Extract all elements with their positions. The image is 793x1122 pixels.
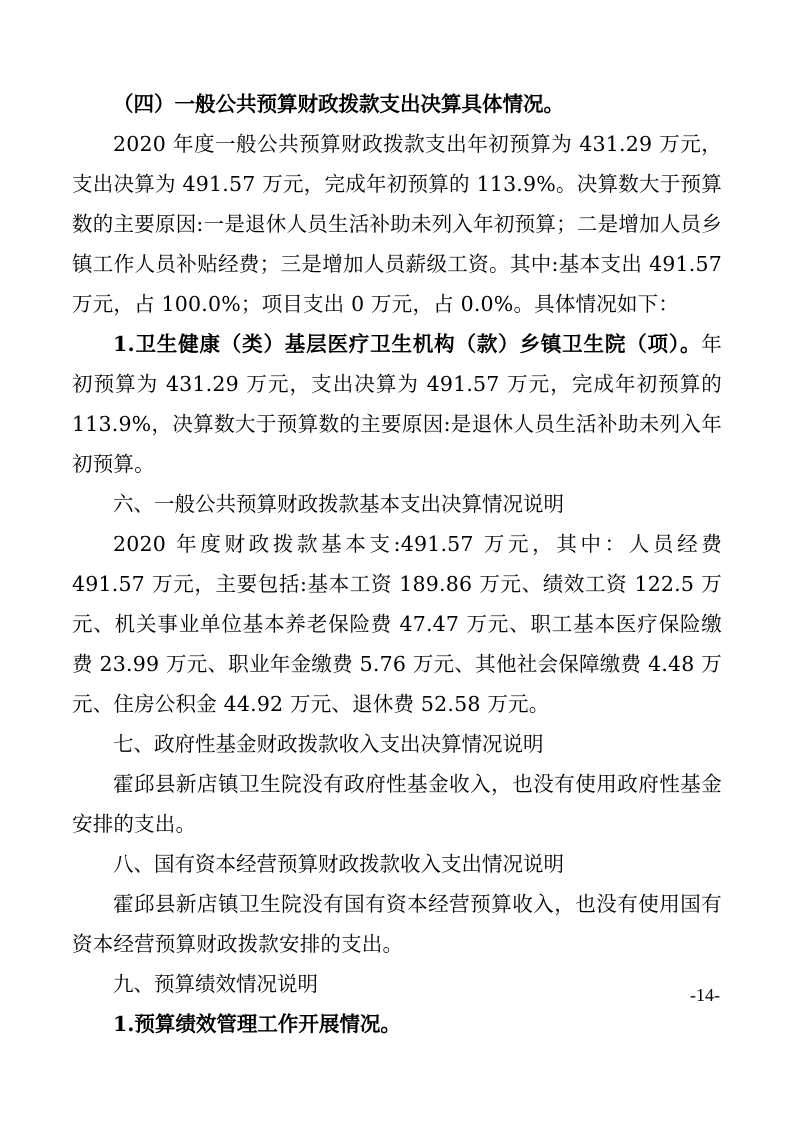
section-4-item-1 <box>72 324 722 484</box>
section-8-heading: 八、国有资本经营预算财政拨款收入支出情况说明 <box>113 852 564 876</box>
page-number: -14- <box>690 985 720 1005</box>
section-9-sub-heading: 1.预算绩效管理工作开展情况。 <box>113 1012 401 1036</box>
document-page <box>72 84 722 1044</box>
section-7-paragraph: 霍邱县新店镇卫生院没有政府性基金收入，也没有使用政府性基金安排的支出。 <box>72 772 722 836</box>
section-7-heading: 七、政府性基金财政拨款收入支出决算情况说明 <box>113 732 544 756</box>
section-4-heading: （四）一般公共预算财政拨款支出决算具体情况。 <box>113 92 564 116</box>
item-1-title: 1.卫生健康（类）基层医疗卫生机构（款）乡镇卫生院（项）。 <box>113 332 702 356</box>
section-8-paragraph: 霍邱县新店镇卫生院没有国有资本经营预算收入，也没有使用国有资本经营预算财政拨款安排的支出。 <box>72 892 722 956</box>
section-9-heading: 九、预算绩效情况说明 <box>113 972 318 996</box>
section-6-heading: 六、一般公共预算财政拨款基本支出决算情况说明 <box>113 492 564 516</box>
section-4-paragraph: 2020 年度一般公共预算财政拨款支出年初预算为 431.29 万元，支出决算为 491.57 万元，完成年初预算的 113.9%。决算数大于预算数的主要原因:一是退休人员生活补助未列入年初预算；二是增加人员乡镇工作人员补贴经费；三是增加人员薪级工资。其中:基本支出 491.57 万元，占 100.0%；项目支出 0 万元，占 0.0%。具体情况如下： <box>72 132 722 316</box>
item-1-text: 年初预算为 431.29 万元，支出决算为 491.57 万元，完成年初预算的 113.9%，决算数大于预算数的主要原因:是退休人员生活补助未列入年初预算。 <box>72 332 722 476</box>
section-6-paragraph: 2020 年度财政拨款基本支:491.57 万元，其中：人员经费 491.57 万元，主要包括:基本工资 189.86 万元、绩效工资 122.5 万元、机关事业单位基本养老保险费 47.47 万元、职工基本医疗保险缴费 23.99 万元、职业年金缴费 5.76 万元、其他社会保障缴费 4.48 万元、住房公积金 44.92 万元、退休费 52.58 万元。 <box>72 532 722 716</box>
